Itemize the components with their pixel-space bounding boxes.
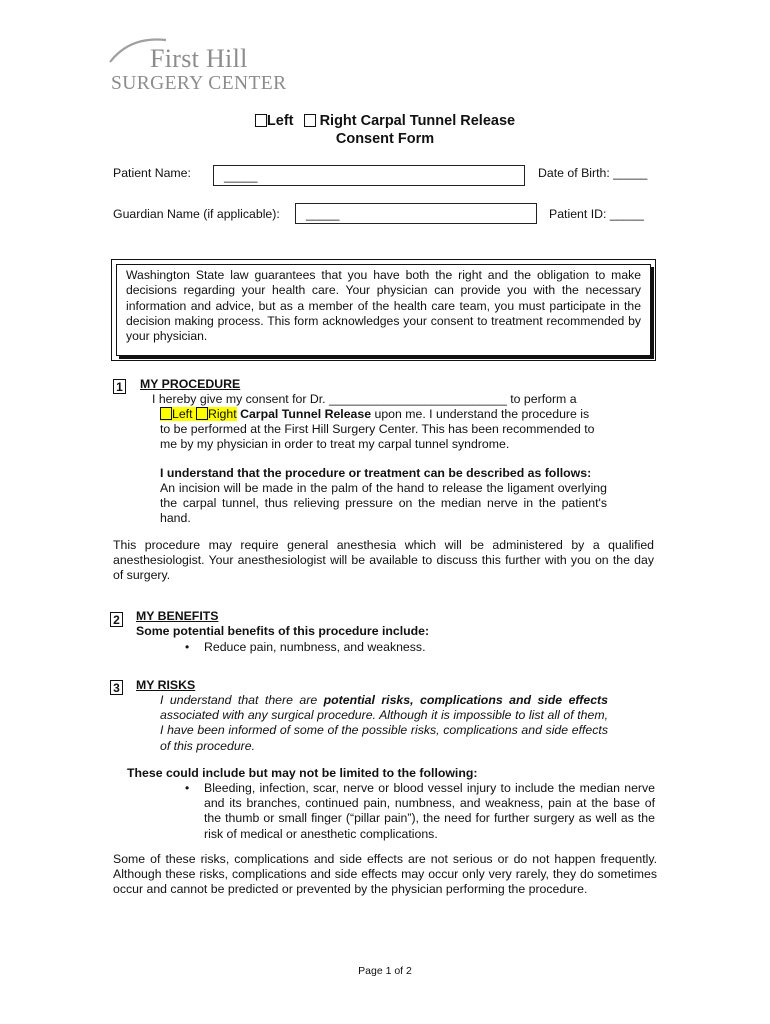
- procedure-left-label: Left: [172, 407, 193, 421]
- left-checkbox[interactable]: [255, 114, 267, 127]
- section-2-number: 2: [110, 612, 123, 627]
- form-subtitle: Consent Form: [335, 131, 435, 147]
- benefits-subheading: Some potential benefits of this procedure include:: [136, 624, 430, 638]
- section-2-heading: MY BENEFITS: [136, 609, 219, 623]
- procedure-line-4: me by my physician in order to treat my carpal tunnel syndrome.: [160, 437, 510, 451]
- patient-id-label: Patient ID: _____: [549, 207, 645, 221]
- risks-intro-part2: associated with any surgical procedure. Although it is impossible to list all of them, I have been informed of some of the possible risks, complications and side effects of this procedure.: [160, 708, 608, 753]
- section-3-heading: MY RISKS: [136, 678, 196, 692]
- form-title: [0, 113, 770, 129]
- legal-notice: Washington State law guarantees that you have both the right and the obligation to make decisions regarding your health care. Your physician can provide you with the necessary information and advice, but as a member of the health care team, you must participate in the decision making process. This form acknowledges your consent to treatment recommended by your physician.: [116, 264, 651, 356]
- risks-intro: [160, 693, 608, 754]
- guardian-name-field[interactable]: [295, 203, 537, 224]
- logo-line2: SURGERY CENTER: [111, 73, 287, 94]
- patient-name-field[interactable]: [213, 165, 525, 186]
- risk-item: Bleeding, infection, scar, nerve or blood vessel injury to include the median nerve and its branches, continued pain, numbness, and weakness, pain at the base of the thumb or small finger (“pillar pain”), the need for further surgery as well as the risk of medical or anesthetic complications.: [204, 781, 655, 841]
- page-number: Page 1 of 2: [358, 965, 412, 977]
- procedure-line: [160, 407, 620, 421]
- risk-bullet-icon: •: [185, 781, 190, 795]
- title-right-label: Right Carpal Tunnel Release: [319, 113, 516, 129]
- description-text: An incision will be made in the palm of the hand to release the ligament overlying the carpal tunnel, thus relieving pressure on the median nerve in the patient's hand.: [160, 481, 607, 526]
- section-1-number: 1: [113, 379, 126, 394]
- section-1-heading: MY PROCEDURE: [140, 377, 241, 391]
- guardian-name-value: _____: [306, 207, 340, 221]
- procedure-line-3: to be performed at the First Hill Surgery Center. This has been recommended to: [160, 422, 595, 436]
- risks-list-heading: These could include but may not be limited to the following:: [127, 766, 478, 780]
- procedure-rest: upon me. I understand the procedure is: [371, 407, 590, 421]
- procedure-right-checkbox[interactable]: [196, 407, 208, 420]
- dob-label: Date of Birth: _____: [538, 166, 648, 180]
- procedure-right-label: Right: [207, 407, 237, 421]
- title-left-label: Left: [266, 113, 294, 129]
- procedure-name: Carpal Tunnel Release: [240, 407, 372, 421]
- logo-line1: First Hill: [150, 44, 248, 73]
- guardian-label: Guardian Name (if applicable):: [113, 207, 280, 221]
- benefit-item: Reduce pain, numbness, and weakness.: [204, 640, 426, 654]
- anesthesia-text: This procedure may require general anesthesia which will be administered by a qualified anesthesiologist. Your anesthesiologist will be available to discuss this further with you on the day of surgery.: [113, 538, 654, 583]
- consent-line: I hereby give my consent for Dr. __________________________ to perform a: [152, 392, 577, 406]
- risks-intro-part1: I understand that there are: [160, 693, 324, 707]
- risks-intro-bold: potential risks, complications and side effects: [323, 693, 608, 707]
- section-3-number: 3: [110, 680, 123, 695]
- patient-name-value: _____: [224, 169, 258, 183]
- right-checkbox[interactable]: [304, 114, 316, 127]
- closing-text: Some of these risks, complications and side effects are not serious or do not happen frequently. Although these risks, complications and side effects may occur only very rarely, they do sometimes occur and cannot be predicted or prevented by the physician performing the procedure.: [113, 852, 657, 897]
- patient-name-label: Patient Name:: [113, 166, 191, 180]
- description-heading: I understand that the procedure or treatment can be described as follows:: [160, 466, 592, 480]
- benefit-bullet-icon: •: [185, 640, 190, 654]
- procedure-left-checkbox[interactable]: [160, 407, 172, 420]
